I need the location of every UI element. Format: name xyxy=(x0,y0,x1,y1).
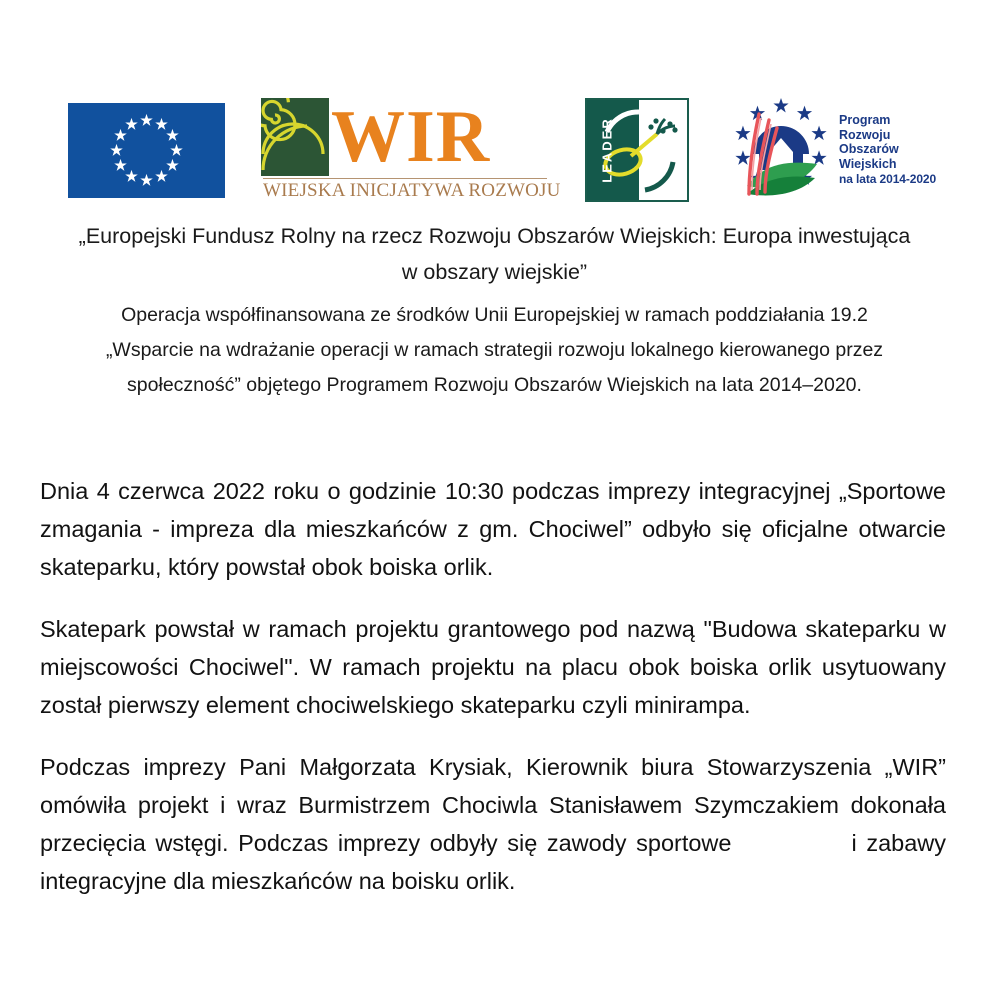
prow-line-4: Wiejskich xyxy=(839,156,897,171)
body-paragraph-3-part-3: zabawy integracyjne dla mieszkańców na boisku orlik. xyxy=(40,830,946,894)
body-paragraph-3-part-1: Podczas imprezy Pani Małgorzata Krysiak, Kierownik biura Stowarzyszenia „WIR” omówiła projekt i wraz Burmistrzem Chociwla Stanisławem Szymczakiem dokonała przecięcia wstęgi. Podczas imprezy odbyły się zawody sportowe xyxy=(40,754,946,856)
prow-emblem-icon xyxy=(725,98,837,202)
prow-emblem-svg xyxy=(725,98,837,202)
leader-wordmark: LEADER xyxy=(599,117,615,183)
body-paragraph-3 xyxy=(40,748,946,900)
prow-line-1: Program xyxy=(839,113,891,128)
funding-statement-block xyxy=(70,298,919,403)
eu-flag-stars-icon xyxy=(68,103,225,198)
wir-spiral-icon xyxy=(261,98,329,176)
body-paragraph-2: Skatepark powstał w ramach projektu grantowego pod nazwą "Budowa skateparku w miejscowości Chociwel". W ramach projektu na placu obok boiska orlik usytuowany został pierwszy element chociwelskiego skateparku czyli minirampa. xyxy=(40,616,946,718)
eu-slogan-line-2: w obszary wiejskie” xyxy=(401,260,588,284)
prow-line-5: na lata 2014-2020 xyxy=(839,172,937,187)
prow-line-2: Rozwoju xyxy=(839,127,891,142)
body-paragraph-1: Dnia 4 czerwca 2022 roku o godzinie 10:30 podczas imprezy integracyjnej „Sportowe zmagania - impreza dla mieszkańców z gm. Chociwel” odbyło się oficjalne otwarcie skateparku, który powstał obok boiska orlik. xyxy=(40,478,946,580)
funding-line-2: „Wsparcie na wdrażanie operacji w ramach strategii rozwoju lokalnego kierowanego przez xyxy=(105,339,884,361)
body-paragraph-3-part-2: i xyxy=(851,830,857,856)
eu-flag-logo xyxy=(68,103,225,198)
wir-subtitle: WIEJSKA INICJATYWA ROZWOJU xyxy=(263,180,561,201)
wir-spiral-svg xyxy=(261,98,329,176)
eu-slogan-block xyxy=(70,218,919,290)
body-text-container xyxy=(40,472,946,900)
wir-logo xyxy=(261,96,561,202)
funding-line-1: Operacja współfinansowana ze środków Unii Europejskiej w ramach poddziałania 19.2 xyxy=(121,304,868,326)
prow-line-3: Obszarów xyxy=(839,142,899,157)
prow-logo xyxy=(725,98,937,202)
eu-slogan-line-1: „Europejski Fundusz Rolny na rzecz Rozwoju Obszarów Wiejskich: Europa inwestująca xyxy=(78,224,911,248)
logo-strip xyxy=(0,92,989,208)
prow-text-block xyxy=(839,113,936,187)
leader-logo xyxy=(585,98,689,202)
funding-line-3: społeczność” objętego Programem Rozwoju Obszarów Wiejskich na lata 2014–2020. xyxy=(127,374,862,396)
wir-wordmark: WIR xyxy=(331,96,491,178)
wir-divider-rule xyxy=(263,178,547,179)
